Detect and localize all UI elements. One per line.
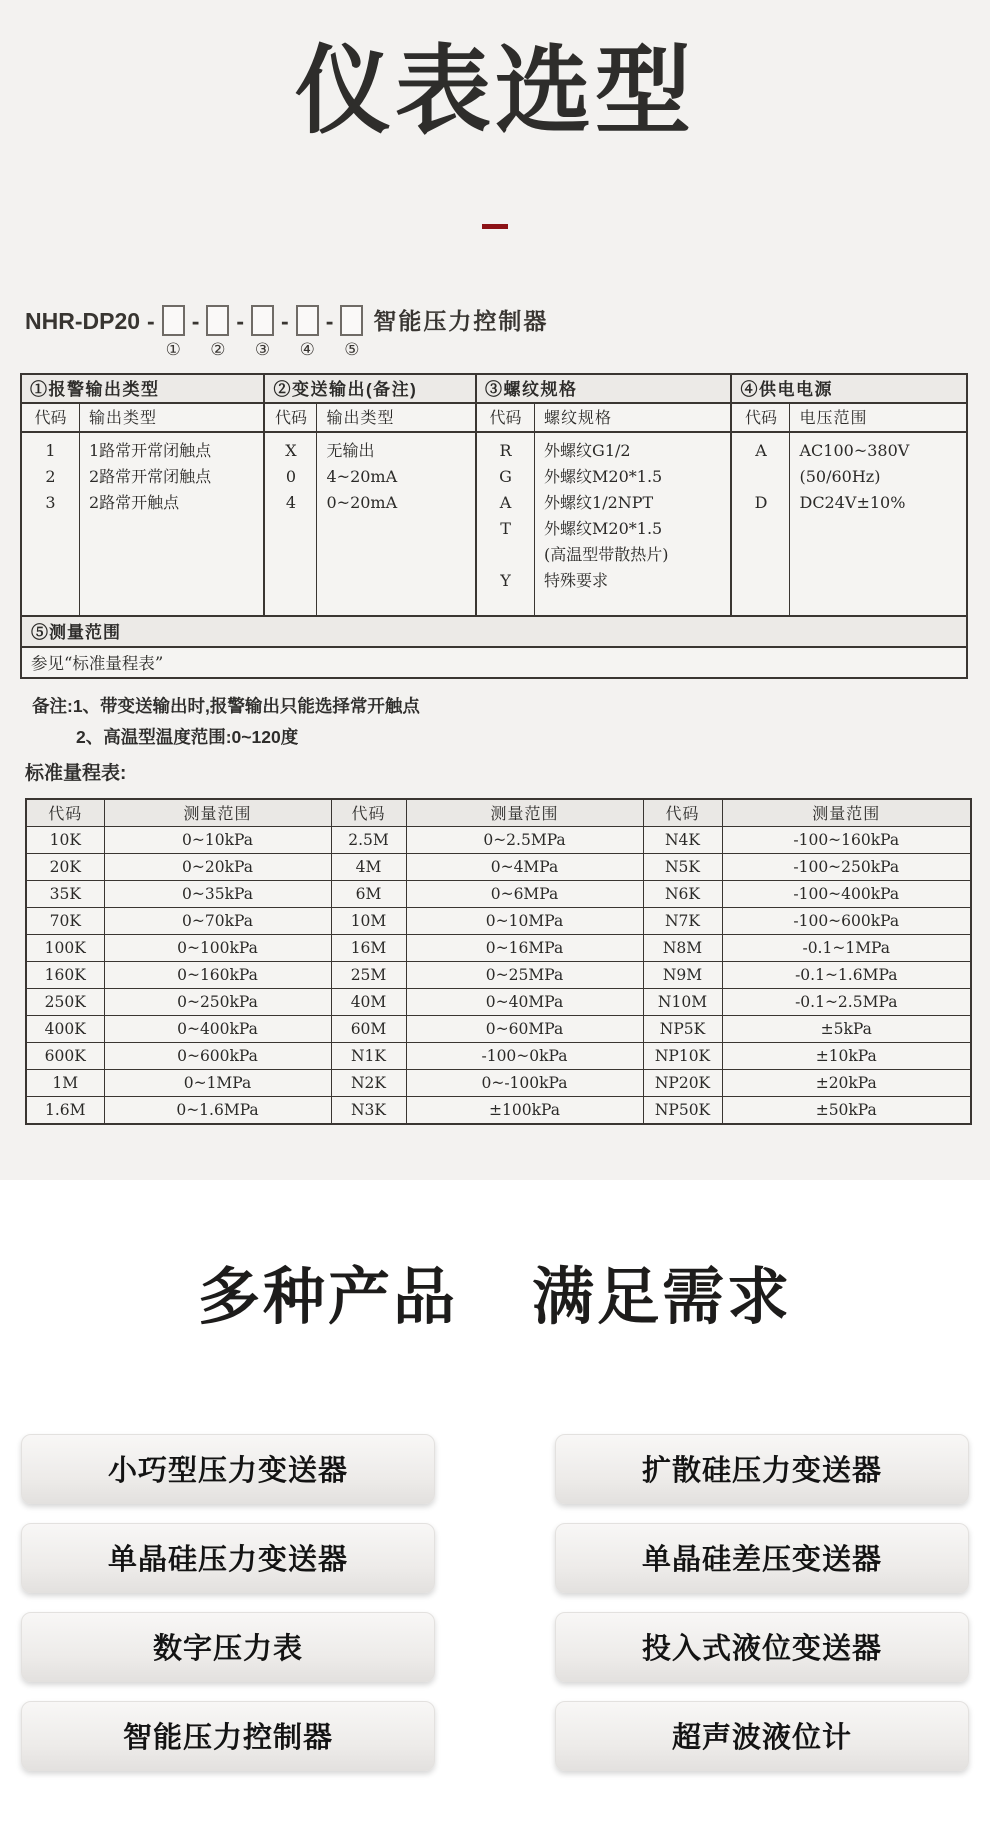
selection-group-body	[477, 433, 730, 615]
code-column	[265, 433, 317, 615]
code-value: D	[754, 492, 768, 512]
code-value: X	[285, 440, 297, 460]
range-table-cell: 16M	[331, 935, 406, 962]
option-value: (50/60Hz)	[799, 466, 881, 486]
selection-group	[22, 375, 263, 615]
range-table-cell: 70K	[26, 908, 104, 935]
range-table-cell: N3K	[331, 1097, 406, 1124]
model-code-segment	[229, 303, 274, 360]
range-table-header-cell: 代码	[26, 799, 104, 827]
range-table-row	[26, 827, 971, 854]
range-table-cell: 25M	[331, 962, 406, 989]
selection-group-subheader	[477, 404, 730, 433]
selection-table-groups	[22, 375, 966, 615]
range-table-cell: -100~400kPa	[722, 881, 971, 908]
code-value: 0	[285, 466, 297, 486]
option-value: 外螺纹1/2NPT	[544, 492, 654, 512]
model-code-segment	[319, 303, 364, 360]
code-value: A	[755, 440, 767, 460]
selection-group-title: ③螺纹规格	[477, 375, 730, 404]
range-table-cell: 0~25MPa	[406, 962, 643, 989]
range-table-cell: N1K	[331, 1043, 406, 1070]
model-code-box-wrap	[162, 303, 185, 360]
selection-group-subheader	[22, 404, 263, 433]
model-code-segment	[140, 303, 185, 360]
product-button[interactable]: 数字压力表	[21, 1612, 435, 1682]
product-button[interactable]: 小巧型压力变送器	[21, 1434, 435, 1504]
model-code-segments	[140, 303, 363, 360]
code-value: R	[499, 440, 512, 460]
model-code-box	[340, 305, 363, 336]
product-button[interactable]: 智能压力控制器	[21, 1701, 435, 1771]
product-button[interactable]: 单晶硅差压变送器	[555, 1523, 969, 1593]
selection-group-body	[22, 433, 263, 615]
range-table-row	[26, 1043, 971, 1070]
value-column	[535, 433, 730, 615]
range-table-cell: -0.1~2.5MPa	[722, 989, 971, 1016]
page-title: 仪表选型	[295, 38, 695, 145]
range-table-cell: 400K	[26, 1016, 104, 1043]
range-table-cell: 60M	[331, 1016, 406, 1043]
range-table-cell: 2.5M	[331, 827, 406, 854]
selection-group-subheader	[265, 404, 475, 433]
model-code-segment	[185, 303, 230, 360]
range-table-cell: 0~250kPa	[104, 989, 331, 1016]
code-value	[477, 542, 534, 568]
range-table-cell: N4K	[643, 827, 722, 854]
model-number-line	[25, 303, 990, 360]
range-table-cell: NP10K	[643, 1043, 722, 1070]
option-value: DC24V±10%	[799, 492, 906, 512]
option-value: 特殊要求	[544, 570, 609, 590]
range-table-cell: 0~-100kPa	[406, 1070, 643, 1097]
range-table-header-row	[26, 799, 971, 827]
range-table-cell: 0~2.5MPa	[406, 827, 643, 854]
dash-separator: -	[281, 307, 289, 334]
code-value: 4	[285, 492, 297, 512]
range-table-cell: NP20K	[643, 1070, 722, 1097]
model-code-marker: ④	[299, 339, 315, 359]
model-code-box-wrap	[206, 303, 229, 360]
range-table-cell: -100~0kPa	[406, 1043, 643, 1070]
model-code-box-wrap	[340, 303, 363, 360]
code-column	[22, 433, 80, 615]
range-table-cell: 0~4MPa	[406, 854, 643, 881]
products-section	[0, 1180, 990, 1813]
range-table-cell: 1.6M	[26, 1097, 104, 1124]
option-value: 外螺纹G1/2	[544, 440, 631, 460]
range-table-cell: ±20kPa	[722, 1070, 971, 1097]
model-code-box-wrap	[251, 303, 274, 360]
code-value: 1	[45, 440, 56, 460]
range-table-row	[26, 908, 971, 935]
range-table-row	[26, 1070, 971, 1097]
model-code-box	[206, 305, 229, 336]
value-column	[80, 433, 263, 615]
selection-group-body	[265, 433, 475, 615]
code-column-header: 代码	[265, 404, 317, 431]
range-table-cell: 10K	[26, 827, 104, 854]
range-table-row	[26, 1016, 971, 1043]
option-value: AC100~380V	[799, 440, 910, 460]
option-value: 4~20mA	[326, 466, 398, 486]
range-table-label: 标准量程表:	[25, 762, 127, 784]
range-table-row	[26, 962, 971, 989]
selection-table	[20, 373, 968, 679]
value-column-header: 输出类型	[89, 407, 158, 427]
code-column	[477, 433, 535, 615]
range-table-header-cell: 测量范围	[722, 799, 971, 827]
selection-group-title: ①报警输出类型	[22, 375, 263, 404]
range-table-cell: N7K	[643, 908, 722, 935]
range-table-cell: -100~250kPa	[722, 854, 971, 881]
option-value: 外螺纹M20*1.5	[544, 518, 663, 538]
measure-range-note: 参见“标准量程表”	[22, 646, 966, 677]
range-table-cell: 0~1.6MPa	[104, 1097, 331, 1124]
range-table-header-cell: 代码	[643, 799, 722, 827]
range-table-cell: 40M	[331, 989, 406, 1016]
note-line-2: 2、高温型温度范围:0~120度	[76, 726, 299, 747]
model-code-marker: ②	[210, 339, 226, 359]
dash-separator: -	[191, 307, 200, 334]
model-code-box	[251, 305, 274, 336]
range-table-cell: 0~20kPa	[104, 854, 331, 881]
range-table-cell: N8M	[643, 935, 722, 962]
range-table-cell: 1M	[26, 1070, 104, 1097]
range-table-cell: N10M	[643, 989, 722, 1016]
model-code-box-wrap	[296, 303, 319, 360]
code-value: 3	[45, 492, 56, 512]
value-column	[317, 433, 475, 615]
code-value: Y	[500, 570, 511, 590]
selection-group	[730, 375, 966, 615]
accent-dash	[482, 224, 508, 229]
range-table-cell: 250K	[26, 989, 104, 1016]
range-table-cell: N6K	[643, 881, 722, 908]
range-table-cell: -100~160kPa	[722, 827, 971, 854]
code-column-header: 代码	[477, 404, 535, 431]
note-line-1: 备注:1、带变送输出时,报警输出只能选择常开触点	[32, 695, 420, 716]
range-table-cell: 160K	[26, 962, 104, 989]
products-heading-right: 满足需求	[532, 1262, 793, 1332]
model-code-marker: ⑤	[344, 339, 360, 359]
range-table-cell: 0~100kPa	[104, 935, 331, 962]
products-heading-left: 多种产品	[197, 1262, 458, 1332]
code-value: A	[499, 492, 512, 512]
range-table-cell: 0~16MPa	[406, 935, 643, 962]
range-table-cell: -100~600kPa	[722, 908, 971, 935]
value-column	[790, 433, 966, 615]
range-table-cell: 0~400kPa	[104, 1016, 331, 1043]
model-suffix: 智能压力控制器	[373, 307, 549, 334]
range-table-header-cell: 测量范围	[104, 799, 331, 827]
selection-group-body	[732, 433, 966, 615]
selection-group	[475, 375, 730, 615]
range-table-row	[26, 989, 971, 1016]
range-table-header-cell: 测量范围	[406, 799, 643, 827]
dash-separator: -	[147, 307, 155, 334]
model-code-box	[296, 305, 319, 336]
code-value: G	[499, 466, 512, 486]
option-value: 无输出	[326, 440, 375, 460]
value-column-header: 输出类型	[326, 407, 395, 427]
range-table-cell: ±100kPa	[406, 1097, 643, 1124]
selection-group-subheader	[732, 404, 966, 433]
range-table-cell: 0~40MPa	[406, 989, 643, 1016]
range-table-cell: 20K	[26, 854, 104, 881]
range-table-row	[26, 1097, 971, 1124]
range-table-cell: 0~60MPa	[406, 1016, 643, 1043]
option-value: 外螺纹M20*1.5	[544, 466, 663, 486]
range-table-row	[26, 935, 971, 962]
range-table-cell: 0~160kPa	[104, 962, 331, 989]
dash-separator: -	[325, 307, 334, 334]
code-value: 2	[45, 466, 56, 486]
range-table-cell: 10M	[331, 908, 406, 935]
code-column-header: 代码	[732, 404, 790, 431]
code-column	[732, 433, 790, 615]
range-table-cell: -0.1~1.6MPa	[722, 962, 971, 989]
model-code-segment	[274, 303, 319, 360]
product-button-grid	[21, 1434, 969, 1771]
range-table-body	[26, 827, 971, 1124]
products-heading	[0, 1264, 990, 1332]
code-column-header: 代码	[22, 404, 80, 431]
range-table-cell: 0~70kPa	[104, 908, 331, 935]
range-table-cell: 35K	[26, 881, 104, 908]
value-column-header: 螺纹规格	[544, 407, 613, 427]
code-value: T	[500, 518, 511, 538]
range-table-header-cell: 代码	[331, 799, 406, 827]
product-button[interactable]: 单晶硅压力变送器	[21, 1523, 435, 1593]
model-code-marker: ③	[254, 339, 271, 359]
range-table-cell: N9M	[643, 962, 722, 989]
range-table-cell: ±5kPa	[722, 1016, 971, 1043]
range-table-row	[26, 854, 971, 881]
range-table-cell: NP50K	[643, 1097, 722, 1124]
range-table-cell: ±50kPa	[722, 1097, 971, 1124]
dash-separator: -	[236, 307, 245, 334]
range-table-cell: 0~600kPa	[104, 1043, 331, 1070]
range-table-row	[26, 881, 971, 908]
range-table-cell: 4M	[331, 854, 406, 881]
range-table-cell: 600K	[26, 1043, 104, 1070]
range-table-cell: 0~10MPa	[406, 908, 643, 935]
range-table-cell: 6M	[331, 881, 406, 908]
range-table-cell: 100K	[26, 935, 104, 962]
value-column-header: 电压范围	[799, 407, 868, 427]
product-button[interactable]: 超声波液位计	[555, 1701, 969, 1771]
option-value: 2路常开触点	[89, 492, 180, 512]
product-button[interactable]: 扩散硅压力变送器	[555, 1434, 969, 1504]
range-table-cell: -0.1~1MPa	[722, 935, 971, 962]
range-table-cell: ±10kPa	[722, 1043, 971, 1070]
option-value: (高温型带散热片)	[544, 544, 669, 564]
option-value: 1路常开常闭触点	[89, 440, 212, 460]
model-code-box	[162, 305, 185, 336]
measure-range-header: ⑤测量范围	[22, 615, 966, 646]
standard-range-table	[25, 798, 972, 1125]
selection-group	[263, 375, 475, 615]
range-table-cell: NP5K	[643, 1016, 722, 1043]
range-table-cell: 0~10kPa	[104, 827, 331, 854]
model-code-marker: ①	[165, 339, 181, 359]
option-value: 2路常开常闭触点	[89, 466, 212, 486]
product-button[interactable]: 投入式液位变送器	[555, 1612, 969, 1682]
range-table-cell: N2K	[331, 1070, 406, 1097]
selection-group-title: ④供电电源	[732, 375, 966, 404]
code-value	[732, 464, 789, 490]
option-value: 0~20mA	[326, 492, 398, 512]
range-table-cell: 0~1MPa	[104, 1070, 331, 1097]
model-prefix: NHR-DP20	[25, 307, 141, 334]
range-table-cell: N5K	[643, 854, 722, 881]
range-table-cell: 0~6MPa	[406, 881, 643, 908]
range-table-cell: 0~35kPa	[104, 881, 331, 908]
selection-group-title: ②变送输出(备注)	[265, 375, 475, 404]
